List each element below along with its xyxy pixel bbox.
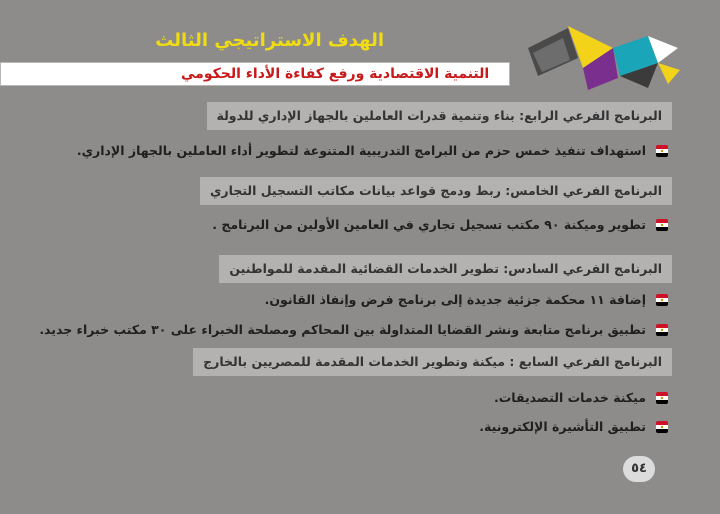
egypt-flag-icon bbox=[656, 324, 668, 336]
page-number: ٥٤ bbox=[623, 456, 655, 482]
page-title: الهدف الاستراتيجي الثالث bbox=[155, 30, 384, 51]
egypt-flag-icon bbox=[656, 392, 668, 404]
list-item bbox=[77, 140, 668, 162]
egypt-flag-icon bbox=[656, 421, 668, 433]
egypt-flag-icon bbox=[656, 145, 668, 157]
list-item-text: تطبيق برنامج متابعة ونشر القضايا المتداولة بين المحاكم ومصلحة الخبراء على ٣٠ مكتب خبراء جديد. bbox=[39, 322, 646, 337]
section-heading-7: البرنامج الفرعي السابع : ميكنة وتطوير الخدمات المقدمة للمصريين بالخارج bbox=[193, 348, 672, 376]
page-subtitle: التنمية الاقتصادية ورفع كفاءة الأداء الحكومي bbox=[181, 66, 490, 82]
egypt-flag-icon bbox=[656, 294, 668, 306]
list-item-text: تطبيق التأشيرة الإلكترونية. bbox=[479, 419, 646, 434]
egypt-flag-icon bbox=[656, 219, 668, 231]
list-item-text: استهداف تنفيذ خمس حزم من البرامج التدريبية المتنوعة لتطوير أداء العاملين بالجهاز الإداري. bbox=[76, 143, 646, 158]
section-heading-6: البرنامج الفرعي السادس: تطوير الخدمات القضائية المقدمة للمواطنين bbox=[219, 255, 672, 283]
list-item bbox=[212, 214, 668, 236]
section-heading-5: البرنامج الفرعي الخامس: ربط ودمج قواعد بيانات مكاتب التسجيل التجاري bbox=[200, 177, 672, 205]
list-item bbox=[265, 289, 668, 311]
list-item-text: ميكنة خدمات التصديقات. bbox=[493, 390, 646, 405]
list-item bbox=[494, 387, 668, 409]
subtitle-band bbox=[0, 62, 510, 86]
header-graphic bbox=[508, 18, 688, 98]
list-item-text: إضافة ١١ محكمة جزئية جديدة إلى برنامج فرض وإنفاذ القانون. bbox=[264, 292, 646, 307]
list-item bbox=[479, 416, 668, 438]
list-item-text: تطوير وميكنة ٩٠ مكتب تسجيل تجاري في العامين الأولين من البرنامج . bbox=[212, 217, 646, 232]
section-heading-4: البرنامج الفرعي الرابع: بناء وتنمية قدرات العاملين بالجهاز الإداري للدولة bbox=[207, 102, 672, 130]
list-item bbox=[39, 319, 668, 341]
